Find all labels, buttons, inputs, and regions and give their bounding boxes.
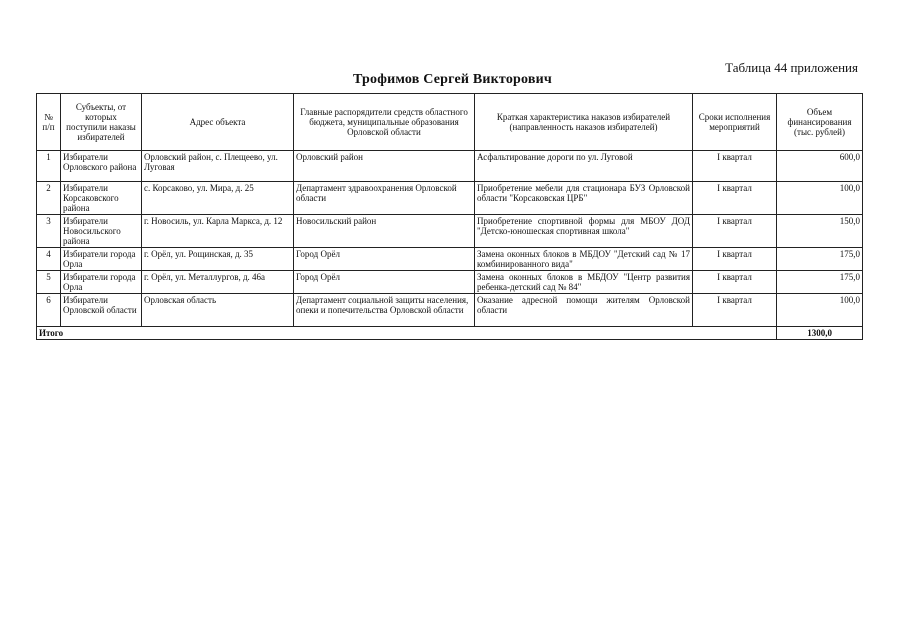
annex-label: Таблица 44 приложения [725,60,858,75]
voter-mandates-table [36,93,863,340]
cell-num: 5 [37,271,61,294]
table-row [37,151,863,182]
cell-volume: 150,0 [777,215,863,248]
cell-subject: Избиратели города Орла [61,248,142,271]
cell-characteristic: Приобретение спортивной формы для МБОУ ДОД "Детско-юношеская спортивная школа" [475,215,693,248]
cell-characteristic: Асфальтирование дороги по ул. Луговой [475,151,693,182]
cell-subject: Избиратели города Орла [61,271,142,294]
cell-num: 1 [37,151,61,182]
cell-subject: Избиратели Новосильского района [61,215,142,248]
header-terms: Сроки исполнения мероприятий [693,94,777,151]
cell-subject: Избиратели Орловской области [61,294,142,327]
table-row [37,294,863,327]
cell-address: г. Новосиль, ул. Карла Маркса, д. 12 [142,215,294,248]
cell-term: I квартал [693,294,777,327]
cell-num: 6 [37,294,61,327]
table-row [37,182,863,215]
cell-volume: 175,0 [777,248,863,271]
cell-subject: Избиратели Орловского района [61,151,142,182]
header-managers: Главные распорядители средств областного бюджета, муниципальные образования Орловской области [294,94,475,151]
cell-address: с. Корсаково, ул. Мира, д. 25 [142,182,294,215]
cell-term: I квартал [693,182,777,215]
cell-term: I квартал [693,248,777,271]
total-row [37,327,863,340]
cell-volume: 100,0 [777,294,863,327]
total-label: Итого [37,327,777,340]
header-characteristic: Краткая характеристика наказов избирателей (направленность наказов избирателей) [475,94,693,151]
table-row [37,271,863,294]
cell-address: г. Орёл, ул. Рощинская, д. 35 [142,248,294,271]
cell-characteristic: Замена оконных блоков в МБДОУ "Центр развития ребенка-детский сад № 84" [475,271,693,294]
table-header-row [37,94,863,151]
cell-num: 2 [37,182,61,215]
cell-term: I квартал [693,151,777,182]
cell-address: г. Орёл, ул. Металлургов, д. 46а [142,271,294,294]
header-subjects: Субъекты, от которых поступили наказы избирателей [61,94,142,151]
cell-characteristic: Замена оконных блоков в МБДОУ "Детский сад № 17 комбинированного вида" [475,248,693,271]
cell-num: 4 [37,248,61,271]
deputy-name-heading: Трофимов Сергей Викторович [353,72,552,87]
cell-manager: Новосильский район [294,215,475,248]
table-row [37,215,863,248]
header-volume: Объем финансирования (тыс. рублей) [777,94,863,151]
cell-address: Орловская область [142,294,294,327]
cell-volume: 100,0 [777,182,863,215]
cell-volume: 600,0 [777,151,863,182]
cell-manager: Департамент здравоохранения Орловской области [294,182,475,215]
cell-characteristic: Приобретение мебели для стационара БУЗ Орловской области "Корсаковская ЦРБ" [475,182,693,215]
cell-manager: Город Орёл [294,271,475,294]
cell-manager: Город Орёл [294,248,475,271]
table-row [37,248,863,271]
cell-address: Орловский район, с. Плещеево, ул. Луговая [142,151,294,182]
cell-term: I квартал [693,271,777,294]
cell-term: I квартал [693,215,777,248]
header-num: № п/п [37,94,61,151]
cell-subject: Избиратели Корсаковского района [61,182,142,215]
total-volume: 1300,0 [777,327,863,340]
cell-manager: Департамент социальной защиты населения, опеки и попечительства Орловской области [294,294,475,327]
cell-num: 3 [37,215,61,248]
cell-volume: 175,0 [777,271,863,294]
cell-characteristic: Оказание адресной помощи жителям Орловской области [475,294,693,327]
header-address: Адрес объекта [142,94,294,151]
cell-manager: Орловский район [294,151,475,182]
